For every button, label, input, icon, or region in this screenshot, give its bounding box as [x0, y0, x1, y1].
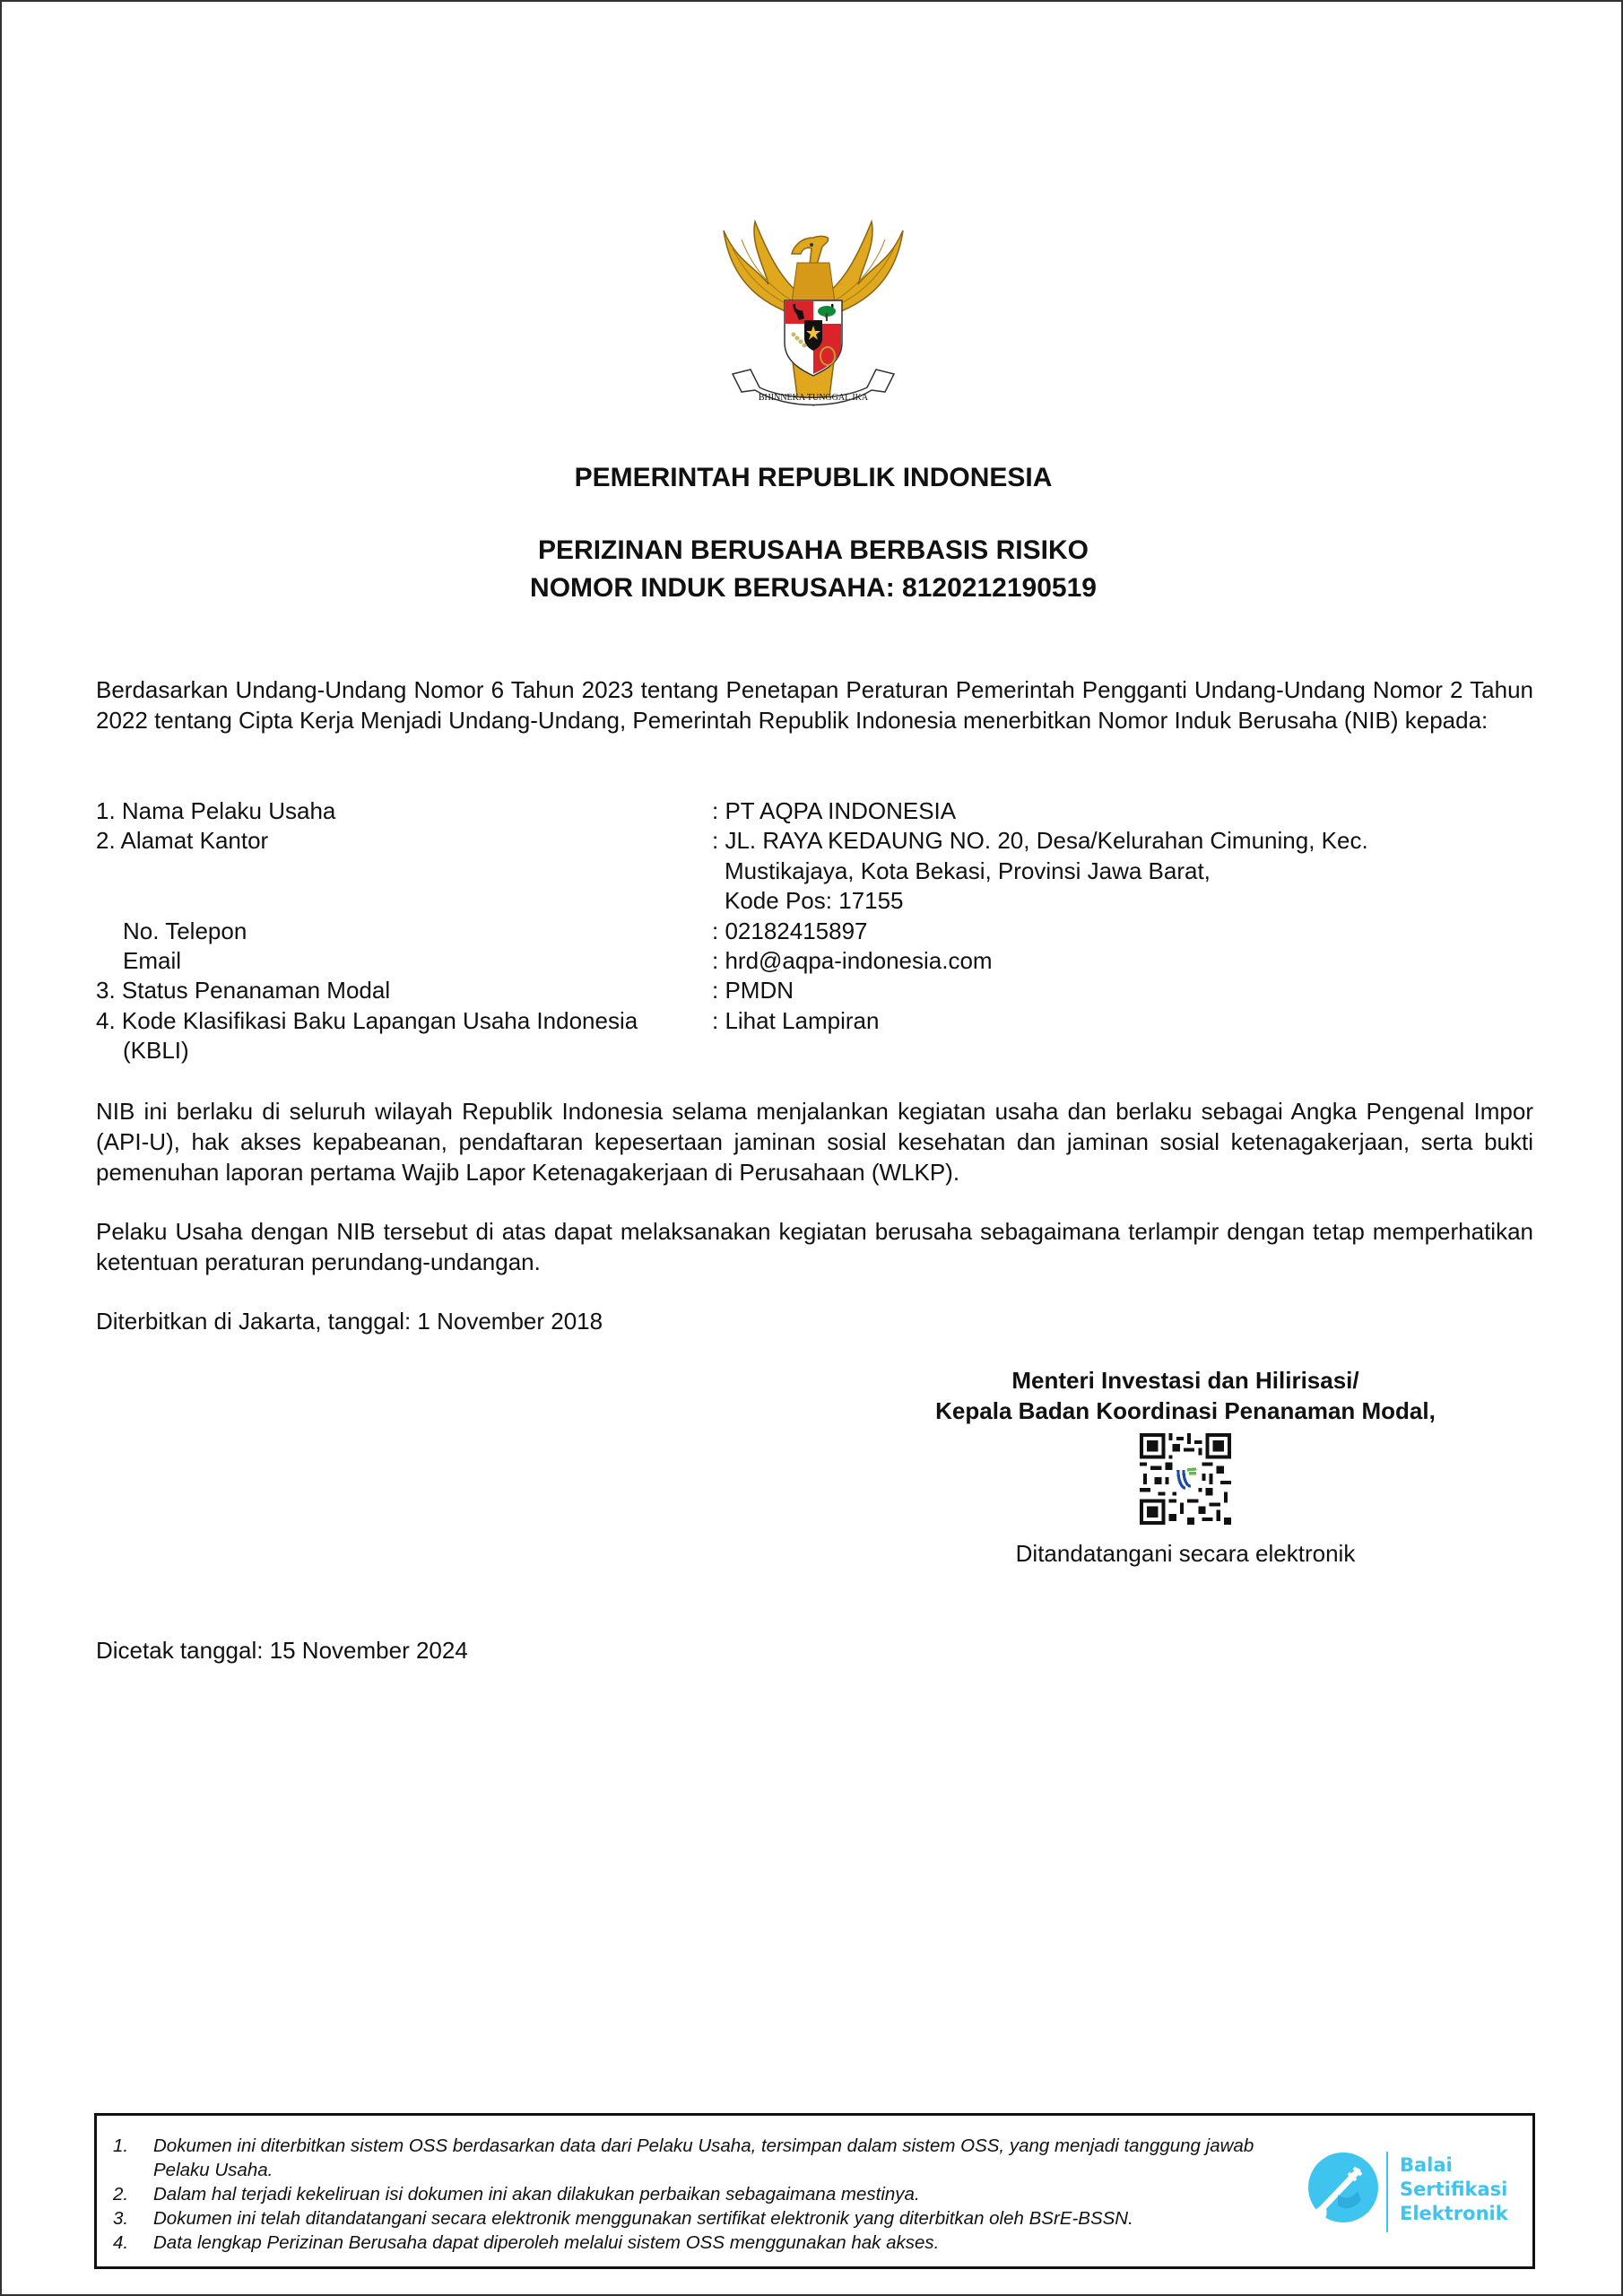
address-line-3: Kode Pos: 17155: [725, 887, 904, 915]
bsre-text-line: Sertifikasi: [1400, 2179, 1508, 2200]
note-text: Dokumen ini telah ditandatangani secara elektronik menggunakan sertifikat elektronik yang diterbitkan oleh BSrE-BSSN.: [153, 2208, 1133, 2229]
footer-note: [113, 2206, 1315, 2231]
bsre-logo-text: [1400, 2153, 1508, 2226]
signature-block: [872, 1365, 1499, 1569]
bsre-logo: [1306, 2144, 1521, 2243]
field-kbli: [96, 1006, 1533, 1066]
footer-note: [113, 2182, 1315, 2206]
field-email: [96, 946, 1533, 976]
footer-notes-list: [113, 2134, 1315, 2255]
svg-text:BHINNEKA TUNGGAL IKA: BHINNEKA TUNGGAL IKA: [758, 393, 869, 403]
footer-note: [113, 2231, 1315, 2255]
field-nama-pelaku-usaha: [96, 796, 1533, 826]
note-number: 3.: [113, 2208, 129, 2229]
field-label: 2. Alamat Kantor: [96, 827, 269, 855]
field-value: [712, 826, 1533, 916]
document-type-title: PERIZINAN BERUSAHA BERBASIS RISIKO: [538, 535, 1089, 565]
field-value: : PMDN: [712, 977, 794, 1004]
address-line-2: Mustikajaya, Kota Bekasi, Provinsi Jawa Barat,: [725, 857, 1211, 884]
signatory-title-line-2: Kepala Badan Koordinasi Penanaman Modal,: [935, 1397, 1436, 1424]
footer-notes-box: [94, 2113, 1535, 2269]
field-value: : Lihat Lampiran: [712, 1006, 880, 1034]
bsre-key-icon: [1306, 2146, 1381, 2236]
qr-code-icon: [1140, 1433, 1231, 1525]
pelaku-usaha-paragraph: Pelaku Usaha dengan NIB tersebut di atas dapat melaksanakan kegiatan berusaha sebagaimana terlampir dengan tetap memperhatikan ketentuan peraturan perundang-undangan.: [96, 1218, 1533, 1275]
field-alamat-kantor: [96, 826, 1533, 916]
address-line-1: : JL. RAYA KEDAUNG NO. 20, Desa/Kelurahan Cimuning, Kec.: [712, 827, 1368, 855]
kbli-label-line-1: 4. Kode Klasifikasi Baku Lapangan Usaha Indonesia: [96, 1006, 638, 1034]
bsre-text-line: Elektronik: [1400, 2203, 1508, 2224]
printed-date: Dicetak tanggal: 15 November 2024: [96, 1637, 468, 1664]
field-value: : PT AQPA INDONESIA: [712, 797, 957, 824]
footer-note: [113, 2134, 1315, 2182]
intro-paragraph: Berdasarkan Undang-Undang Nomor 6 Tahun 2023 tentang Penetapan Peraturan Pemerintah Pengganti Undang-Undang Nomor 2 Tahun 2022 tentang Cipta Kerja Menjadi Undang-Undang, Pemerintah Republik Indonesia menerbitkan Nomor Induk Berusaha (NIB) kepada:: [96, 676, 1533, 734]
field-label: No. Telepon: [123, 917, 247, 944]
note-number: 4.: [113, 2232, 129, 2253]
field-value: : 02182415897: [712, 917, 868, 944]
garuda-emblem-icon: [715, 213, 912, 423]
issued-date: Diterbitkan di Jakarta, tanggal: 1 November 2018: [96, 1308, 603, 1335]
note-number: 2.: [113, 2184, 129, 2205]
bsre-divider: [1386, 2152, 1388, 2232]
note-number: 1.: [113, 2135, 129, 2156]
kbli-label-line-2: (KBLI): [123, 1037, 189, 1065]
field-value: : hrd@aqpa-indonesia.com: [712, 947, 993, 975]
electronic-signature-caption: Ditandatangani secara elektronik: [1015, 1540, 1356, 1567]
field-telepon: [96, 917, 1533, 946]
note-text: Dalam hal terjadi kekeliruan isi dokumen ini akan dilakukan perbaikan sebagaimana mestinya.: [153, 2184, 920, 2205]
business-details: [96, 796, 1533, 1066]
field-label: 3. Status Penanaman Modal: [96, 977, 391, 1004]
note-text: Dokumen ini diterbitkan sistem OSS berdasarkan data dari Pelaku Usaha, tersimpan dalam sistem OSS, yang menjadi tanggung jawab Pelaku Usaha.: [153, 2135, 1254, 2180]
field-status-penanaman-modal: [96, 976, 1533, 1005]
note-text: Data lengkap Perizinan Berusaha dapat diperoleh melalui sistem OSS menggunakan hak akses.: [153, 2232, 940, 2253]
field-label: Email: [123, 947, 182, 975]
signatory-title-line-1: Menteri Investasi dan Hilirisasi/: [1011, 1367, 1359, 1394]
field-label: 1. Nama Pelaku Usaha: [96, 797, 336, 824]
government-title: PEMERINTAH REPUBLIK INDONESIA: [574, 463, 1053, 492]
bsre-text-line: Balai: [1400, 2154, 1453, 2176]
nib-validity-paragraph: NIB ini berlaku di seluruh wilayah Republik Indonesia selama menjalankan kegiatan usaha dan berlaku sebagai Angka Pengenal Impor (API-U), hak akses kepabeanan, pendaftaran kepesertaan jaminan sosial kesehatan dan jaminan sosial ketenagakerjaan, serta bukti pemenuhan laporan pertama Wajib Lapor Ketenagakerjaan di Perusahaan (WLKP).: [96, 1098, 1533, 1186]
field-label: [96, 1006, 712, 1066]
nib-number-title: NOMOR INDUK BERUSAHA: 8120212190519: [530, 573, 1097, 603]
